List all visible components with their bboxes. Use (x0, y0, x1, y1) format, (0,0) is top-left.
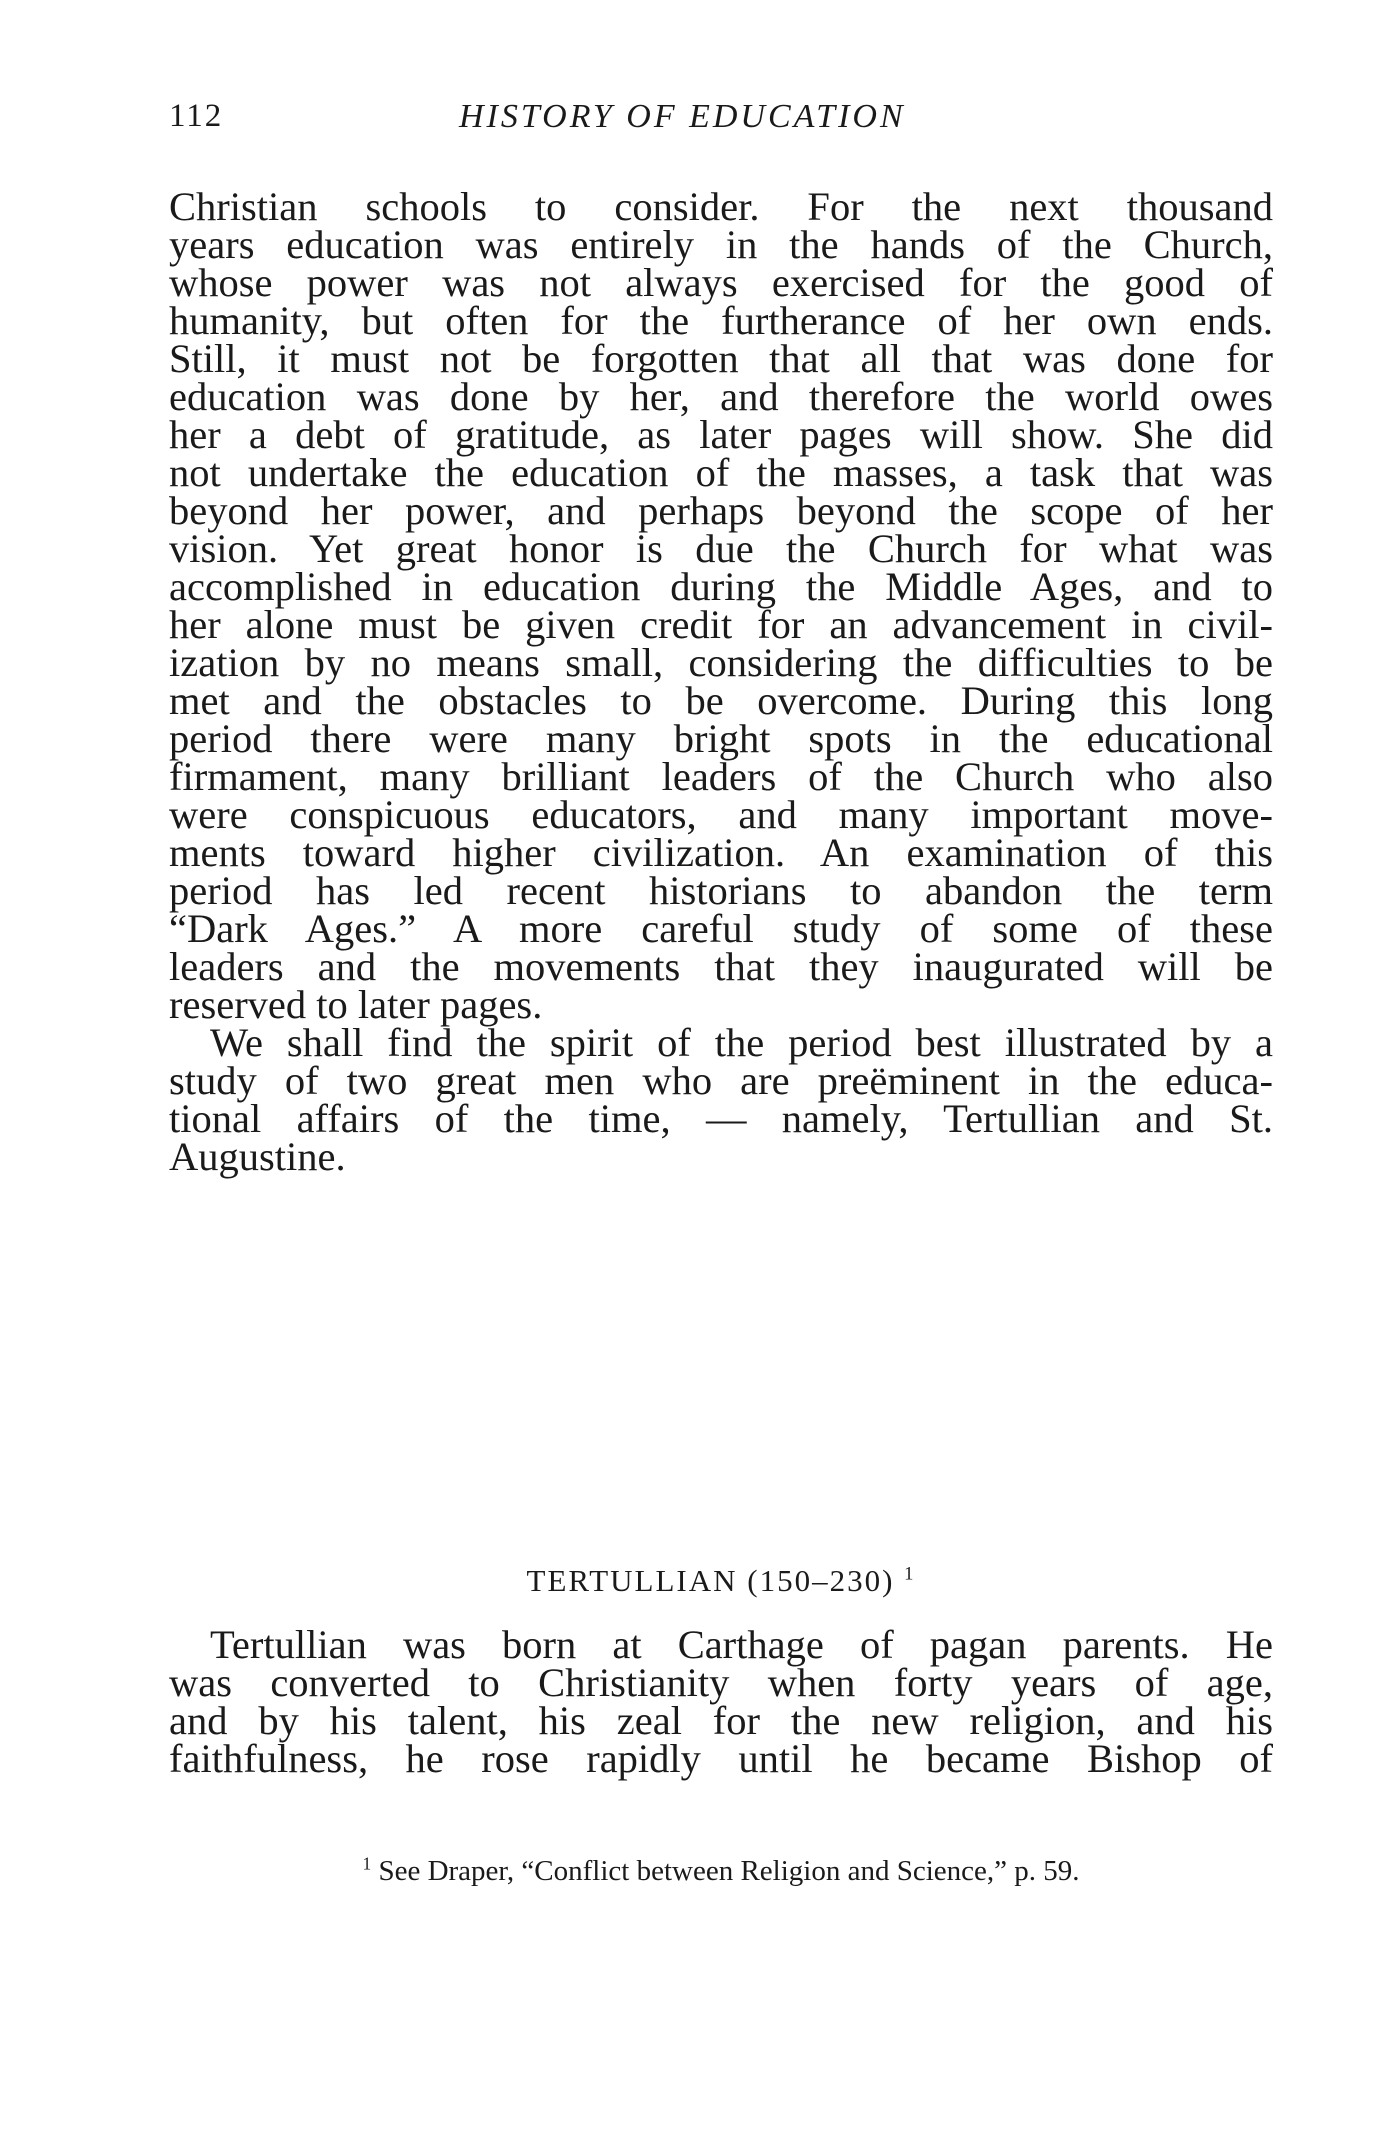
text-line: “Dark Ages.” A more careful study of some of these (169, 906, 1273, 951)
text-line: Tertullian was born at Carthage of pagan parents. He (210, 1622, 1273, 1667)
text-line: was converted to Christianity when forty years of age, (169, 1660, 1273, 1705)
text-line: Christian schools to consider. For the next thousand (169, 184, 1273, 229)
footnote-reference: 1 (904, 1563, 916, 1585)
text-line: firmament, many brilliant leaders of the Church who also (169, 754, 1273, 799)
text-line: not undertake the education of the masses, a task that was (169, 450, 1273, 495)
footnote (169, 1855, 1273, 1888)
page-number: 112 (169, 98, 224, 134)
section-heading (169, 1563, 1273, 1599)
text-line: her alone must be given credit for an advancement in civil- (169, 602, 1273, 647)
text-line: her a debt of gratitude, as later pages will show. She did (169, 412, 1273, 457)
text-line: Augustine. (169, 1134, 346, 1179)
text-line: accomplished in education during the Middle Ages, and to (169, 564, 1273, 609)
text-line: years education was entirely in the hands of the Church, (169, 222, 1273, 267)
text-line: study of two great men who are preëminent in the educa- (169, 1058, 1273, 1103)
running-head (169, 98, 1273, 144)
text-line: We shall find the spirit of the period best illustrated by a (210, 1020, 1273, 1065)
text-line: and by his talent, his zeal for the new religion, and his (169, 1698, 1273, 1743)
footnote-marker: 1 (362, 1853, 372, 1874)
text-line: Still, it must not be forgotten that all that was done for (169, 336, 1273, 381)
text-line: whose power was not always exercised for the good of (169, 260, 1273, 305)
running-title: HISTORY OF EDUCATION (459, 98, 906, 135)
text-line: leaders and the movements that they inaugurated will be (169, 944, 1273, 989)
text-line: period there were many bright spots in the educational (169, 716, 1273, 761)
text-line: ments toward higher civilization. An examination of this (169, 830, 1273, 875)
text-line: beyond her power, and perhaps beyond the scope of her (169, 488, 1273, 533)
text-line: tional affairs of the time, — namely, Tertullian and St. (169, 1096, 1273, 1141)
text-line: met and the obstacles to be overcome. During this long (169, 678, 1273, 723)
text-line: education was done by her, and therefore the world owes (169, 374, 1273, 419)
text-line: humanity, but often for the furtherance of her own ends. (169, 298, 1273, 343)
text-line: faithfulness, he rose rapidly until he became Bishop of (169, 1736, 1273, 1781)
text-line: were conspicuous educators, and many important move- (169, 792, 1273, 837)
section-heading-text: TERTULLIAN (150–230) (526, 1563, 895, 1598)
footnote-text: See Draper, “Conflict between Religion and Science,” p. 59. (378, 1855, 1080, 1887)
text-line: reserved to later pages. (169, 982, 543, 1027)
text-line: ization by no means small, considering the difficulties to be (169, 640, 1273, 685)
text-line: period has led recent historians to abandon the term (169, 868, 1273, 913)
text-line: vision. Yet great honor is due the Church for what was (169, 526, 1273, 571)
